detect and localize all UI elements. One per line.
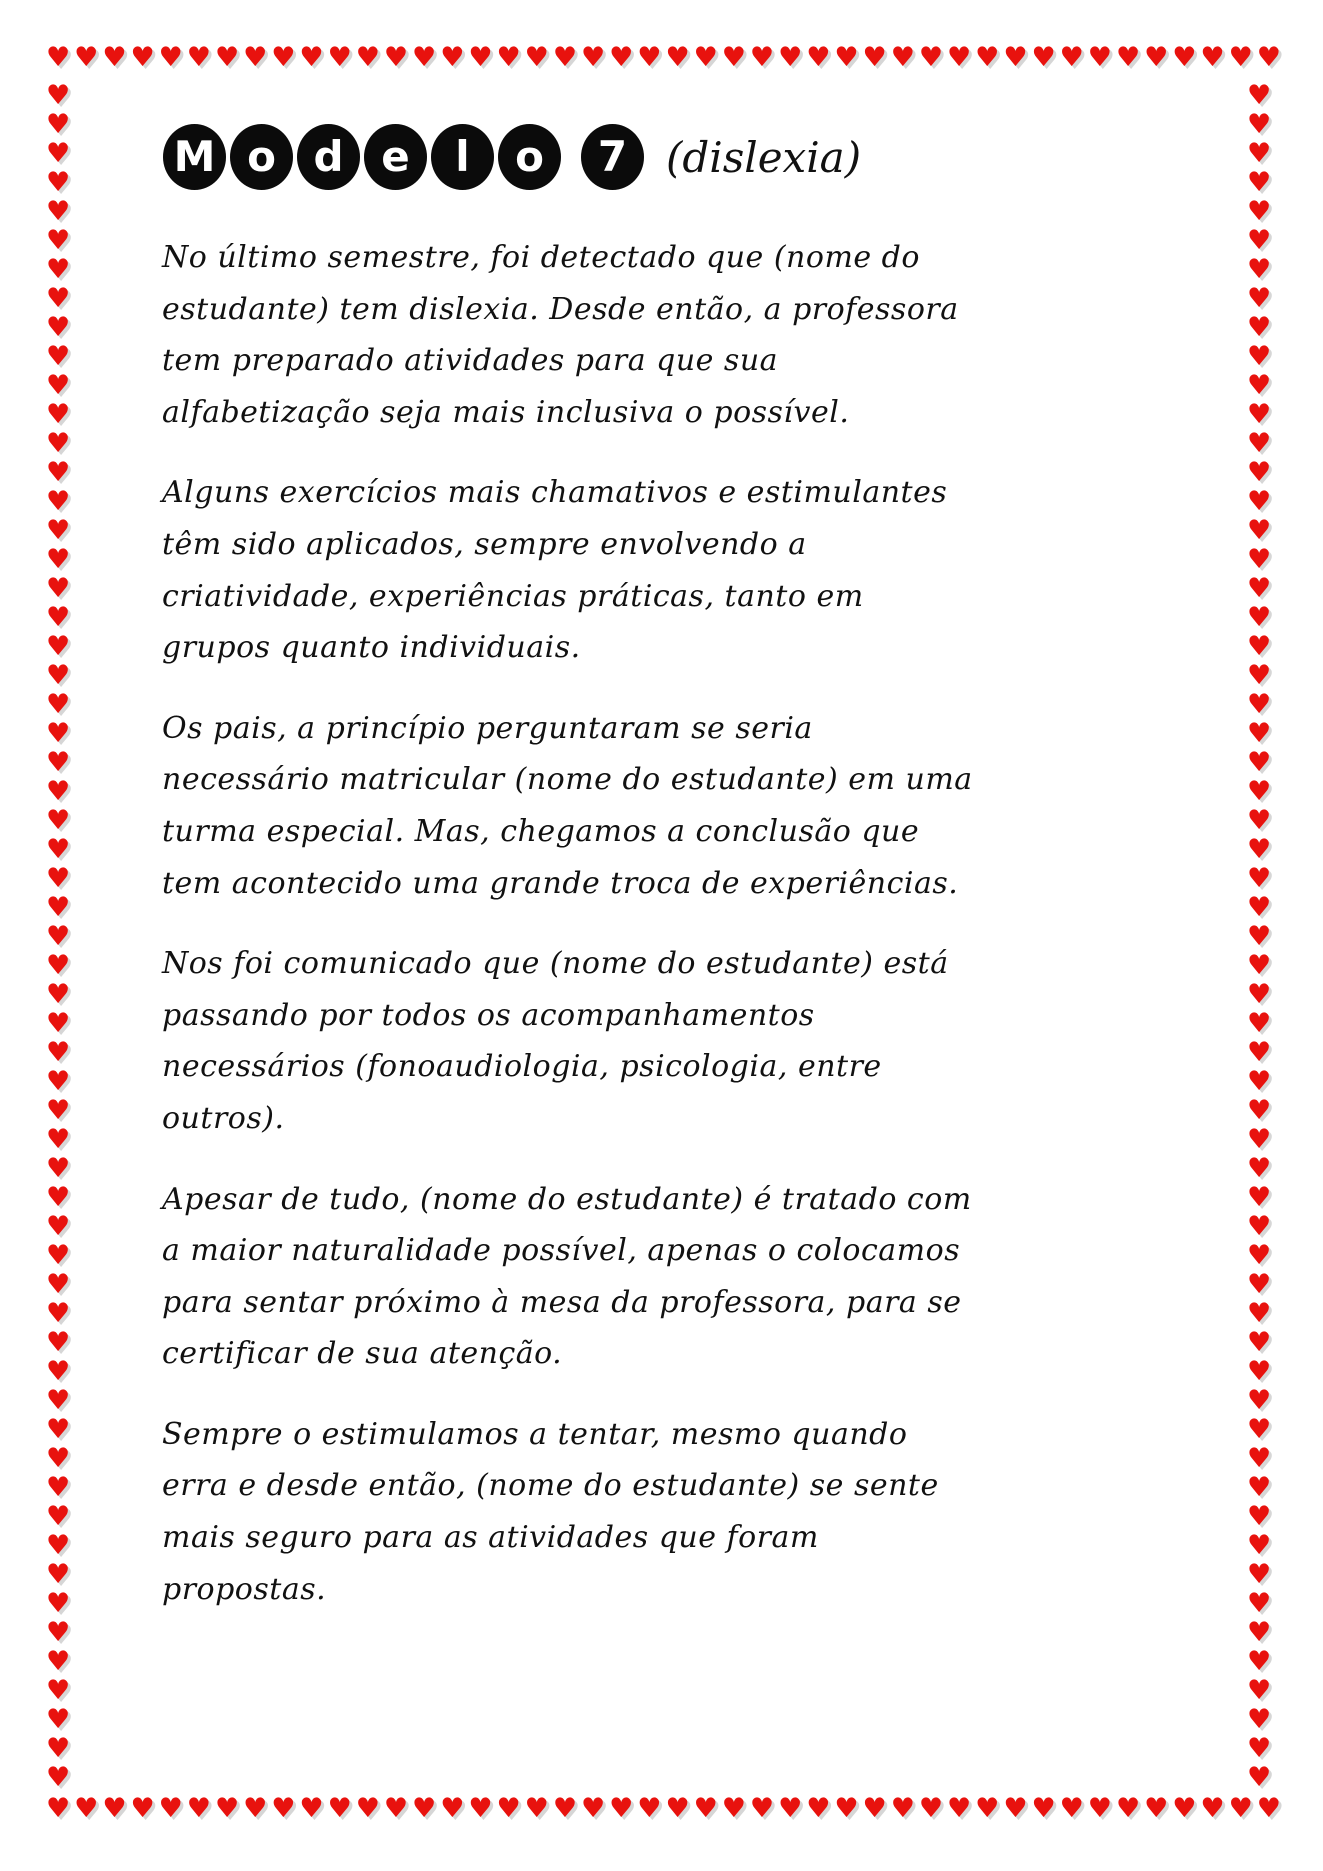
left-border	[46, 82, 80, 1791]
heart-icon: ♥	[46, 1037, 71, 1068]
heart-icon: ♥	[299, 1793, 324, 1824]
heart-icon: ♥	[1247, 1240, 1272, 1271]
heart-icon: ♥	[1256, 42, 1281, 73]
heart-icon: ♥	[1247, 1530, 1272, 1561]
heart-icon: ♥	[46, 1733, 71, 1764]
heart-icon: ♥	[1247, 863, 1272, 894]
heart-icon: ♥	[721, 1793, 746, 1824]
heart-icon: ♥	[1247, 225, 1272, 256]
heart-icon: ♥	[1031, 42, 1056, 73]
heart-icon: ♥	[1247, 1008, 1272, 1039]
heart-icon: ♥	[1247, 1124, 1272, 1155]
heart-icon: ♥	[496, 42, 521, 73]
heart-icon: ♥	[46, 1704, 71, 1735]
heart-icon: ♥	[355, 42, 380, 73]
heart-icon: ♥	[1247, 1588, 1272, 1619]
heart-icon: ♥	[46, 312, 71, 343]
heart-icon: ♥	[46, 1675, 71, 1706]
heart-icon: ♥	[46, 1617, 71, 1648]
document-body	[162, 232, 974, 1644]
heart-icon: ♥	[46, 979, 71, 1010]
heart-icon: ♥	[609, 42, 634, 73]
heart-icon: ♥	[890, 1793, 915, 1824]
heart-icon: ♥	[327, 42, 352, 73]
heart-icon: ♥	[1087, 42, 1112, 73]
heart-icon: ♥	[271, 1793, 296, 1824]
heart-icon: ♥	[1247, 1559, 1272, 1590]
heart-icon: ♥	[1228, 42, 1253, 73]
heart-icon: ♥	[665, 1793, 690, 1824]
heart-icon: ♥	[46, 283, 71, 314]
heart-icon: ♥	[243, 42, 268, 73]
heart-icon: ♥	[46, 80, 71, 111]
heart-icon: ♥	[1247, 1704, 1272, 1735]
heart-icon: ♥	[580, 1793, 606, 1824]
heart-icon: ♥	[1247, 486, 1272, 517]
title-bubble-letter: l	[431, 124, 494, 190]
heart-icon: ♥	[186, 1793, 211, 1824]
heart-icon: ♥	[1247, 747, 1272, 778]
heart-icon: ♥	[130, 1793, 155, 1824]
heart-icon: ♥	[46, 196, 71, 227]
heart-icon: ♥	[1031, 1793, 1056, 1824]
heart-icon: ♥	[46, 254, 71, 285]
heart-icon: ♥	[158, 1793, 183, 1824]
heart-icon: ♥	[46, 660, 71, 691]
title-bubble-letter: o	[230, 124, 293, 190]
heart-icon: ♥	[947, 42, 972, 73]
heart-icon: ♥	[46, 544, 71, 575]
heart-icon: ♥	[1247, 399, 1272, 430]
heart-icon: ♥	[327, 1793, 352, 1824]
heart-icon: ♥	[1003, 42, 1028, 73]
paragraph: No último semestre, foi detectado que (nome do estudante) tem dislexia. Desde então, a professora tem preparado atividades para que sua alfabetização seja mais inclusiva o possível.	[162, 240, 959, 430]
heart-icon: ♥	[524, 42, 549, 73]
heart-icon: ♥	[46, 1530, 71, 1561]
heart-icon: ♥	[46, 747, 71, 778]
heart-icon: ♥	[1003, 1793, 1028, 1824]
heart-icon: ♥	[1247, 1443, 1272, 1474]
heart-icon: ♥	[1247, 1733, 1272, 1764]
heart-icon: ♥	[1247, 1385, 1272, 1416]
heart-icon: ♥	[383, 42, 409, 73]
heart-icon: ♥	[1059, 42, 1084, 73]
heart-icon: ♥	[46, 1182, 71, 1213]
heart-icon: ♥	[46, 1385, 71, 1416]
heart-icon: ♥	[214, 42, 240, 73]
heart-icon: ♥	[130, 42, 155, 73]
heart-icon: ♥	[975, 42, 1000, 73]
heart-icon: ♥	[552, 42, 578, 73]
heart-icon: ♥	[46, 602, 71, 633]
heart-icon: ♥	[1247, 1298, 1272, 1329]
heart-icon: ♥	[46, 718, 71, 749]
title-bubble-letter: o	[498, 124, 561, 190]
heart-icon: ♥	[46, 167, 71, 198]
heart-icon: ♥	[1247, 1501, 1272, 1532]
heart-icon: ♥	[918, 1793, 944, 1824]
heart-icon: ♥	[46, 341, 71, 372]
heart-icon: ♥	[46, 863, 71, 894]
title-suffix: (dislexia)	[666, 132, 862, 182]
heart-icon: ♥	[552, 1793, 578, 1824]
heart-icon: ♥	[1247, 283, 1272, 314]
title-bubble-letter: e	[364, 124, 427, 190]
heart-icon: ♥	[1247, 1414, 1272, 1445]
heart-icon: ♥	[1087, 1793, 1112, 1824]
heart-icon: ♥	[186, 42, 211, 73]
heart-icon: ♥	[749, 1793, 775, 1824]
heart-icon: ♥	[46, 1095, 71, 1126]
heart-icon: ♥	[1247, 1617, 1272, 1648]
heart-icon: ♥	[1247, 602, 1272, 633]
paragraph: Apesar de tudo, (nome do estudante) é tratado com a maior naturalidade possível, apenas o colocamos para sentar próximo à mesa da professora, para se certificar de sua atenção.	[162, 1181, 972, 1372]
heart-icon: ♥	[1247, 1472, 1272, 1503]
heart-icon: ♥	[46, 1559, 71, 1590]
heart-icon: ♥	[46, 1066, 71, 1097]
title-bubble-letter: d	[297, 124, 360, 190]
heart-icon: ♥	[46, 1762, 71, 1793]
heart-icon: ♥	[46, 109, 71, 140]
heart-icon: ♥	[1247, 138, 1272, 169]
heart-icon: ♥	[806, 42, 831, 73]
heart-icon: ♥	[46, 834, 71, 865]
heart-icon: ♥	[383, 1793, 409, 1824]
heart-icon: ♥	[749, 42, 775, 73]
heart-icon: ♥	[947, 1793, 972, 1824]
bottom-border	[46, 1795, 1281, 1829]
heart-icon: ♥	[468, 1793, 493, 1824]
heart-icon: ♥	[412, 1793, 437, 1824]
heart-icon: ♥	[355, 1793, 380, 1824]
heart-icon: ♥	[46, 1414, 71, 1445]
heart-icon: ♥	[862, 42, 887, 73]
heart-icon: ♥	[1115, 42, 1141, 73]
heart-icon: ♥	[214, 1793, 240, 1824]
heart-icon: ♥	[243, 1793, 268, 1824]
heart-icon: ♥	[1247, 892, 1272, 923]
heart-icon: ♥	[74, 42, 99, 73]
heart-icon: ♥	[890, 42, 915, 73]
heart-icon: ♥	[1247, 979, 1272, 1010]
heart-icon: ♥	[468, 42, 493, 73]
heart-icon: ♥	[299, 42, 324, 73]
heart-icon: ♥	[46, 1240, 71, 1271]
heart-icon: ♥	[665, 42, 690, 73]
heart-icon: ♥	[46, 399, 71, 430]
heart-icon: ♥	[1247, 254, 1272, 285]
heart-icon: ♥	[496, 1793, 521, 1824]
heart-icon: ♥	[1247, 1037, 1272, 1068]
heart-icon: ♥	[46, 776, 71, 807]
heart-icon: ♥	[46, 1793, 71, 1824]
title-bubble-number: 7	[581, 124, 644, 190]
heart-icon: ♥	[1247, 1211, 1272, 1242]
heart-icon: ♥	[1247, 428, 1272, 459]
heart-icon: ♥	[1247, 370, 1272, 401]
heart-icon: ♥	[806, 1793, 831, 1824]
heart-icon: ♥	[721, 42, 746, 73]
heart-icon: ♥	[1247, 167, 1272, 198]
heart-icon: ♥	[1247, 660, 1272, 691]
heart-icon: ♥	[580, 42, 606, 73]
paragraph: Sempre o estimulamos a tentar, mesmo quando erra e desde então, (nome do estudante) se sente mais seguro para as atividades que foram propostas.	[162, 1416, 939, 1607]
heart-icon: ♥	[862, 1793, 887, 1824]
heart-icon: ♥	[46, 1443, 71, 1474]
heart-icon: ♥	[1247, 109, 1272, 140]
paragraph: Nos foi comunicado que (nome do estudante) está passando por todos os acompanhamentos necessários (fonoaudiologia, psicologia, entre outros).	[162, 946, 949, 1136]
heart-icon: ♥	[412, 42, 437, 73]
heart-icon: ♥	[1172, 42, 1197, 73]
heart-icon: ♥	[1247, 631, 1272, 662]
heart-icon: ♥	[1144, 42, 1169, 73]
heart-icon: ♥	[1247, 544, 1272, 575]
heart-icon: ♥	[46, 370, 71, 401]
heart-icon: ♥	[46, 805, 71, 836]
heart-icon: ♥	[46, 921, 71, 952]
paragraph: Os pais, a princípio perguntaram se seria necessário matricular (nome do estudante) em uma turma especial. Mas, chegamos a conclusão que tem acontecido uma grande troca de experiências.	[162, 710, 973, 901]
heart-icon: ♥	[1247, 312, 1272, 343]
heart-icon: ♥	[74, 1793, 99, 1824]
heart-icon: ♥	[1247, 834, 1272, 865]
heart-icon: ♥	[1059, 1793, 1084, 1824]
heart-icon: ♥	[46, 1298, 71, 1329]
heart-icon: ♥	[1247, 1646, 1272, 1677]
heart-icon: ♥	[1247, 1066, 1272, 1097]
heart-icon: ♥	[46, 138, 71, 169]
heart-icon: ♥	[46, 486, 71, 517]
heart-icon: ♥	[46, 1472, 71, 1503]
heart-icon: ♥	[1247, 1153, 1272, 1184]
heart-icon: ♥	[46, 1646, 71, 1677]
heart-icon: ♥	[1247, 196, 1272, 227]
heart-icon: ♥	[1200, 42, 1225, 73]
heart-icon: ♥	[46, 1211, 71, 1242]
heart-icon: ♥	[46, 515, 71, 546]
right-border	[1247, 82, 1281, 1791]
heart-icon: ♥	[1247, 805, 1272, 836]
heart-icon: ♥	[102, 42, 127, 73]
heart-icon: ♥	[46, 428, 71, 459]
heart-icon: ♥	[834, 1793, 859, 1824]
title-bubble-letter: M	[163, 124, 226, 190]
heart-icon: ♥	[46, 1588, 71, 1619]
heart-icon: ♥	[1247, 1095, 1272, 1126]
heart-icon: ♥	[693, 42, 718, 73]
heart-icon: ♥	[440, 42, 465, 73]
heart-icon: ♥	[1256, 1793, 1281, 1824]
heart-icon: ♥	[637, 42, 662, 73]
heart-icon: ♥	[46, 689, 71, 720]
heart-icon: ♥	[1247, 776, 1272, 807]
heart-icon: ♥	[1247, 1269, 1272, 1300]
top-border	[46, 44, 1281, 78]
heart-icon: ♥	[46, 1327, 71, 1358]
heart-icon: ♥	[46, 1153, 71, 1184]
heart-icon: ♥	[46, 1124, 71, 1155]
heart-icon: ♥	[524, 1793, 549, 1824]
page-title	[163, 124, 861, 190]
heart-icon: ♥	[1200, 1793, 1225, 1824]
heart-icon: ♥	[1247, 515, 1272, 546]
heart-icon: ♥	[46, 573, 71, 604]
heart-icon: ♥	[46, 1269, 71, 1300]
heart-icon: ♥	[778, 42, 803, 73]
heart-icon: ♥	[1247, 921, 1272, 952]
heart-icon: ♥	[46, 1356, 71, 1387]
heart-icon: ♥	[46, 892, 71, 923]
heart-icon: ♥	[1247, 573, 1272, 604]
heart-icon: ♥	[1247, 1356, 1272, 1387]
heart-icon: ♥	[1247, 950, 1272, 981]
heart-icon: ♥	[46, 1501, 71, 1532]
heart-icon: ♥	[46, 457, 71, 488]
heart-icon: ♥	[46, 631, 71, 662]
heart-icon: ♥	[440, 1793, 465, 1824]
heart-icon: ♥	[1247, 1675, 1272, 1706]
heart-icon: ♥	[158, 42, 183, 73]
heart-icon: ♥	[46, 42, 71, 73]
heart-icon: ♥	[1247, 80, 1272, 111]
heart-icon: ♥	[1247, 1327, 1272, 1358]
heart-icon: ♥	[1144, 1793, 1169, 1824]
heart-icon: ♥	[1115, 1793, 1141, 1824]
heart-icon: ♥	[1228, 1793, 1253, 1824]
heart-icon: ♥	[1247, 1762, 1272, 1793]
heart-icon: ♥	[1247, 341, 1272, 372]
heart-icon: ♥	[46, 225, 71, 256]
heart-icon: ♥	[46, 950, 71, 981]
heart-icon: ♥	[46, 1008, 71, 1039]
heart-icon: ♥	[637, 1793, 662, 1824]
heart-icon: ♥	[693, 1793, 718, 1824]
heart-icon: ♥	[102, 1793, 127, 1824]
heart-icon: ♥	[271, 42, 296, 73]
paragraph: Alguns exercícios mais chamativos e estimulantes têm sido aplicados, sempre envolvendo a criatividade, experiências práticas, tanto em grupos quanto individuais.	[162, 475, 948, 666]
heart-icon: ♥	[609, 1793, 634, 1824]
heart-icon: ♥	[1247, 1182, 1272, 1213]
heart-icon: ♥	[778, 1793, 803, 1824]
heart-icon: ♥	[1247, 689, 1272, 720]
heart-icon: ♥	[1247, 457, 1272, 488]
heart-icon: ♥	[1172, 1793, 1197, 1824]
heart-icon: ♥	[975, 1793, 1000, 1824]
heart-icon: ♥	[1247, 718, 1272, 749]
heart-icon: ♥	[834, 42, 859, 73]
heart-icon: ♥	[918, 42, 944, 73]
